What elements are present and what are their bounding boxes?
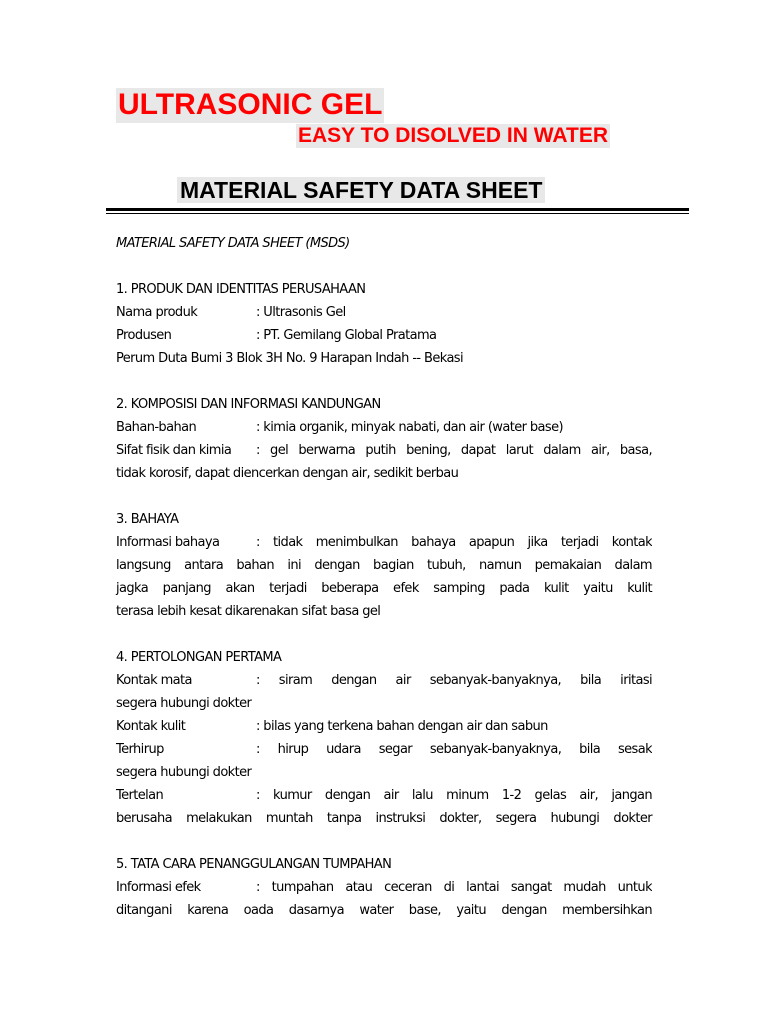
- section3-heading: 3. BAHAYA: [116, 512, 179, 527]
- field-label: Informasi efek: [116, 880, 201, 895]
- field-effect: [116, 876, 652, 899]
- field-eye-contact: [116, 669, 652, 692]
- section5-heading: 5. TATA CARA PENANGGULANGAN TUMPAHAN: [116, 857, 392, 872]
- field-continuation: jagka panjang akan terjadi beberapa efek samping pada kulit yaitu kulit: [116, 581, 652, 596]
- field-inhaled: [116, 738, 652, 761]
- field-value: : hirup udara segar sebanyak-banyaknya, bila sesak: [256, 742, 652, 757]
- heading-rule-thin: [106, 213, 689, 214]
- field-hazard: [116, 531, 652, 554]
- doc-label: MATERIAL SAFETY DATA SHEET (MSDS): [116, 236, 350, 251]
- document-body: [116, 232, 652, 922]
- section4-heading: 4. PERTOLONGAN PERTAMA: [116, 650, 282, 665]
- field-value: : Ultrasonis Gel: [256, 305, 346, 320]
- field-product: [116, 301, 652, 324]
- field-value: : tidak menimbulkan bahaya apapun jika terjadi kontak: [256, 535, 652, 550]
- field-label: Nama produk: [116, 305, 198, 320]
- field-value: : tumpahan atau ceceran di lantai sangat mudah untuk: [256, 880, 652, 895]
- field-continuation: berusaha melakukan muntah tanpa instruksi dokter, segera hubungi dokter: [116, 811, 652, 826]
- field-continuation: ditangani karena oada dasarnya water base, yaitu dengan membersihkan: [116, 903, 652, 918]
- address-line: Perum Duta Bumi 3 Blok 3H No. 9 Harapan Indah -- Bekasi: [116, 351, 463, 366]
- field-properties: [116, 439, 652, 462]
- field-value: : kumur dengan air lalu minum 1-2 gelas air, jangan: [256, 788, 652, 803]
- document-subtitle: EASY TO DISOLVED IN WATER: [298, 124, 608, 147]
- field-label: Terhirup: [116, 742, 164, 757]
- field-label: Kontak mata: [116, 673, 192, 688]
- sheet-heading: MATERIAL SAFETY DATA SHEET: [177, 177, 545, 203]
- section1-heading: 1. PRODUK DAN IDENTITAS PERUSAHAAN: [116, 282, 366, 297]
- field-label: Informasi bahaya: [116, 535, 220, 550]
- field-value: : gel berwarna putih bening, dapat larut dalam air, basa,: [256, 443, 652, 458]
- field-value: : PT. Gemilang Global Pratama: [256, 328, 437, 343]
- field-value: : kimia organik, minyak nabati, dan air (water base): [256, 420, 563, 435]
- field-value: : bilas yang terkena bahan dengan air dan sabun: [256, 719, 548, 734]
- field-label: Bahan-bahan: [116, 420, 197, 435]
- field-value: : siram dengan air sebanyak-banyaknya, bila iritasi: [256, 673, 652, 688]
- field-producer: [116, 324, 652, 347]
- field-skin-contact: [116, 715, 652, 738]
- heading-rule-thick: [106, 208, 689, 211]
- field-label: Sifat fisik dan kimia: [116, 443, 232, 458]
- field-ingredients: [116, 416, 652, 439]
- field-swallowed: [116, 784, 652, 807]
- field-continuation: terasa lebih kesat dikarenakan sifat basa gel: [116, 604, 381, 619]
- field-label: Tertelan: [116, 788, 164, 803]
- section2-heading: 2. KOMPOSISI DAN INFORMASI KANDUNGAN: [116, 397, 381, 412]
- field-label: Kontak kulit: [116, 719, 186, 734]
- field-continuation: segera hubungi dokter: [116, 765, 252, 780]
- field-continuation: tidak korosif, dapat diencerkan dengan air, sedikit berbau: [116, 466, 459, 481]
- field-continuation: langsung antara bahan ini dengan bagian tubuh, namun pemakaian dalam: [116, 558, 652, 573]
- field-label: Produsen: [116, 328, 172, 343]
- document-title: ULTRASONIC GEL: [118, 88, 383, 121]
- field-continuation: segera hubungi dokter: [116, 696, 252, 711]
